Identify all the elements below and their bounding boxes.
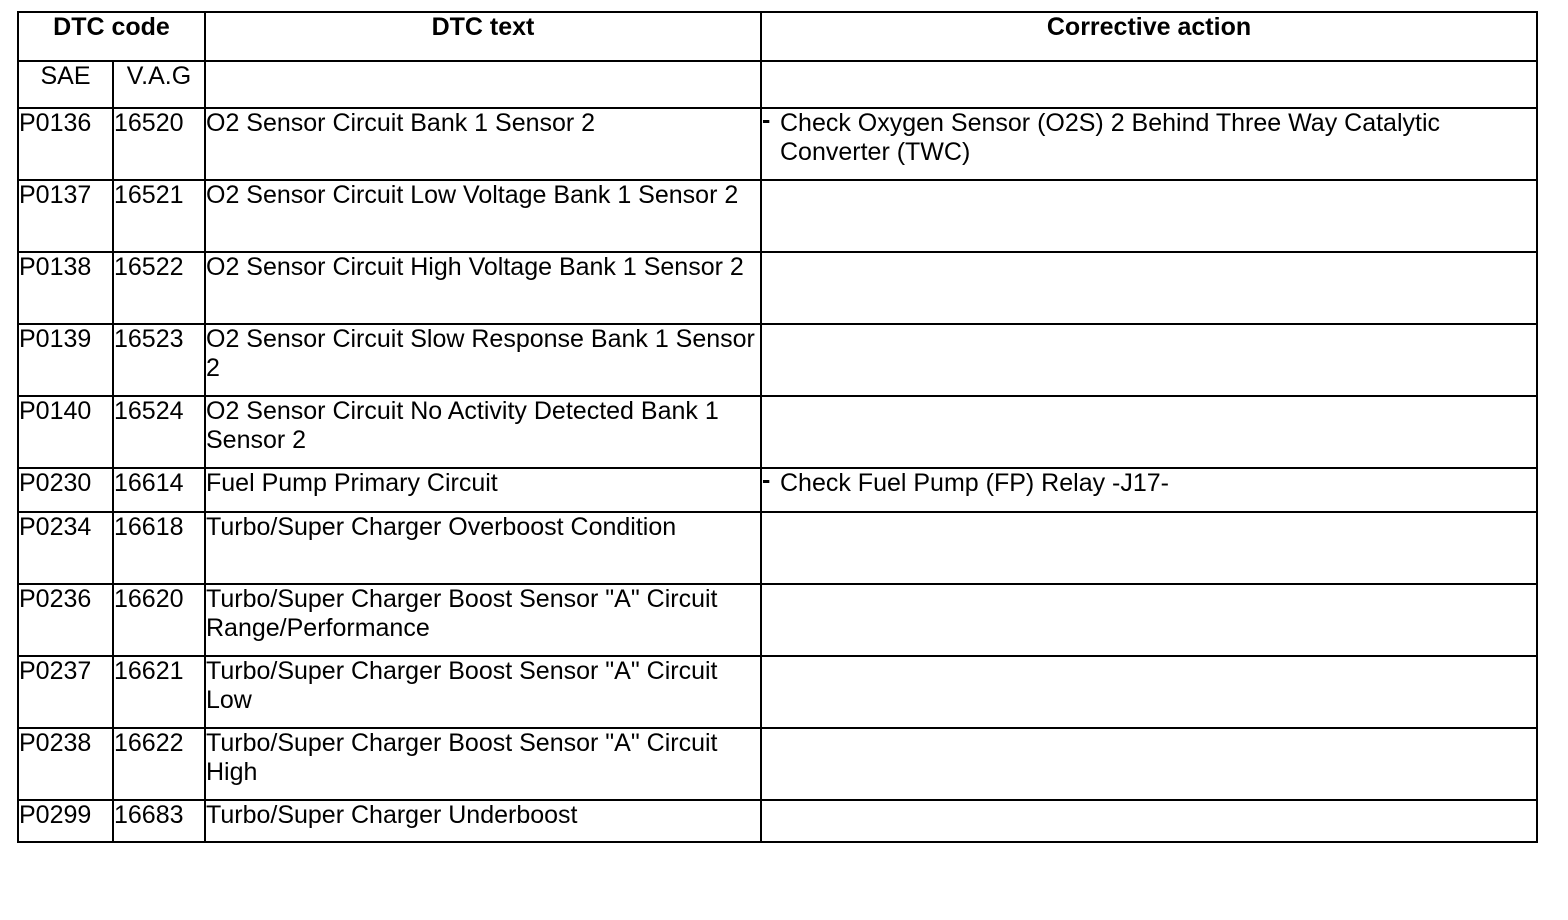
sae-code: P0299 [18,800,113,842]
vag-code: 16621 [113,656,205,728]
sae-code: P0234 [18,512,113,584]
subheader-empty-text [205,61,761,108]
dtc-text: Turbo/Super Charger Underboost [205,800,761,842]
corrective-action [761,468,1537,512]
dtc-text: Turbo/Super Charger Boost Sensor "A" Circuit Range/Performance [205,584,761,656]
header-dtc-text: DTC text [205,12,761,61]
dtc-text: O2 Sensor Circuit Low Voltage Bank 1 Sensor 2 [205,180,761,252]
sae-code: P0230 [18,468,113,512]
dtc-text: Fuel Pump Primary Circuit [205,468,761,512]
corrective-action [761,252,1537,324]
corrective-action-text: Check Oxygen Sensor (O2S) 2 Behind Three Way Catalytic Converter (TWC) [780,109,1441,166]
corrective-action [761,656,1537,728]
table-row [18,728,1537,800]
sae-code: P0138 [18,252,113,324]
subheader-vag: V.A.G [113,61,205,108]
dtc-text: Turbo/Super Charger Boost Sensor "A" Circuit High [205,728,761,800]
corrective-action [761,396,1537,468]
vag-code: 16523 [113,324,205,396]
dtc-text: O2 Sensor Circuit High Voltage Bank 1 Sensor 2 [205,252,761,324]
vag-code: 16522 [113,252,205,324]
table-row [18,468,1537,512]
sae-code: P0238 [18,728,113,800]
corrective-action [761,180,1537,252]
table-row [18,180,1537,252]
dash-bullet-icon: - [762,106,771,134]
subheader-row [18,61,1537,108]
table-row [18,584,1537,656]
table-row [18,324,1537,396]
corrective-action [761,108,1537,180]
sae-code: P0140 [18,396,113,468]
corrective-action [761,584,1537,656]
corrective-action [761,324,1537,396]
dtc-text: Turbo/Super Charger Overboost Condition [205,512,761,584]
subheader-sae: SAE [18,61,113,108]
sae-code: P0236 [18,584,113,656]
vag-code: 16520 [113,108,205,180]
corrective-action [761,800,1537,842]
table-row [18,800,1537,842]
table-row [18,656,1537,728]
vag-code: 16622 [113,728,205,800]
vag-code: 16683 [113,800,205,842]
vag-code: 16618 [113,512,205,584]
dash-bullet-icon: - [762,466,771,494]
sae-code: P0237 [18,656,113,728]
table-row [18,252,1537,324]
dtc-table [17,11,1538,843]
corrective-action-text: Check Fuel Pump (FP) Relay -J17- [780,469,1170,497]
dtc-text: O2 Sensor Circuit Bank 1 Sensor 2 [205,108,761,180]
sae-code: P0136 [18,108,113,180]
header-dtc-code: DTC code [18,12,205,61]
table-row [18,396,1537,468]
table-row [18,108,1537,180]
header-corrective-action: Corrective action [761,12,1537,61]
corrective-action [761,728,1537,800]
subheader-empty-action [761,61,1537,108]
vag-code: 16521 [113,180,205,252]
dtc-text: O2 Sensor Circuit No Activity Detected Bank 1 Sensor 2 [205,396,761,468]
vag-code: 16620 [113,584,205,656]
sae-code: P0137 [18,180,113,252]
sae-code: P0139 [18,324,113,396]
dtc-text: Turbo/Super Charger Boost Sensor "A" Circuit Low [205,656,761,728]
header-row [18,12,1537,61]
dtc-text: O2 Sensor Circuit Slow Response Bank 1 Sensor 2 [205,324,761,396]
vag-code: 16614 [113,468,205,512]
corrective-action [761,512,1537,584]
table-row [18,512,1537,584]
vag-code: 16524 [113,396,205,468]
